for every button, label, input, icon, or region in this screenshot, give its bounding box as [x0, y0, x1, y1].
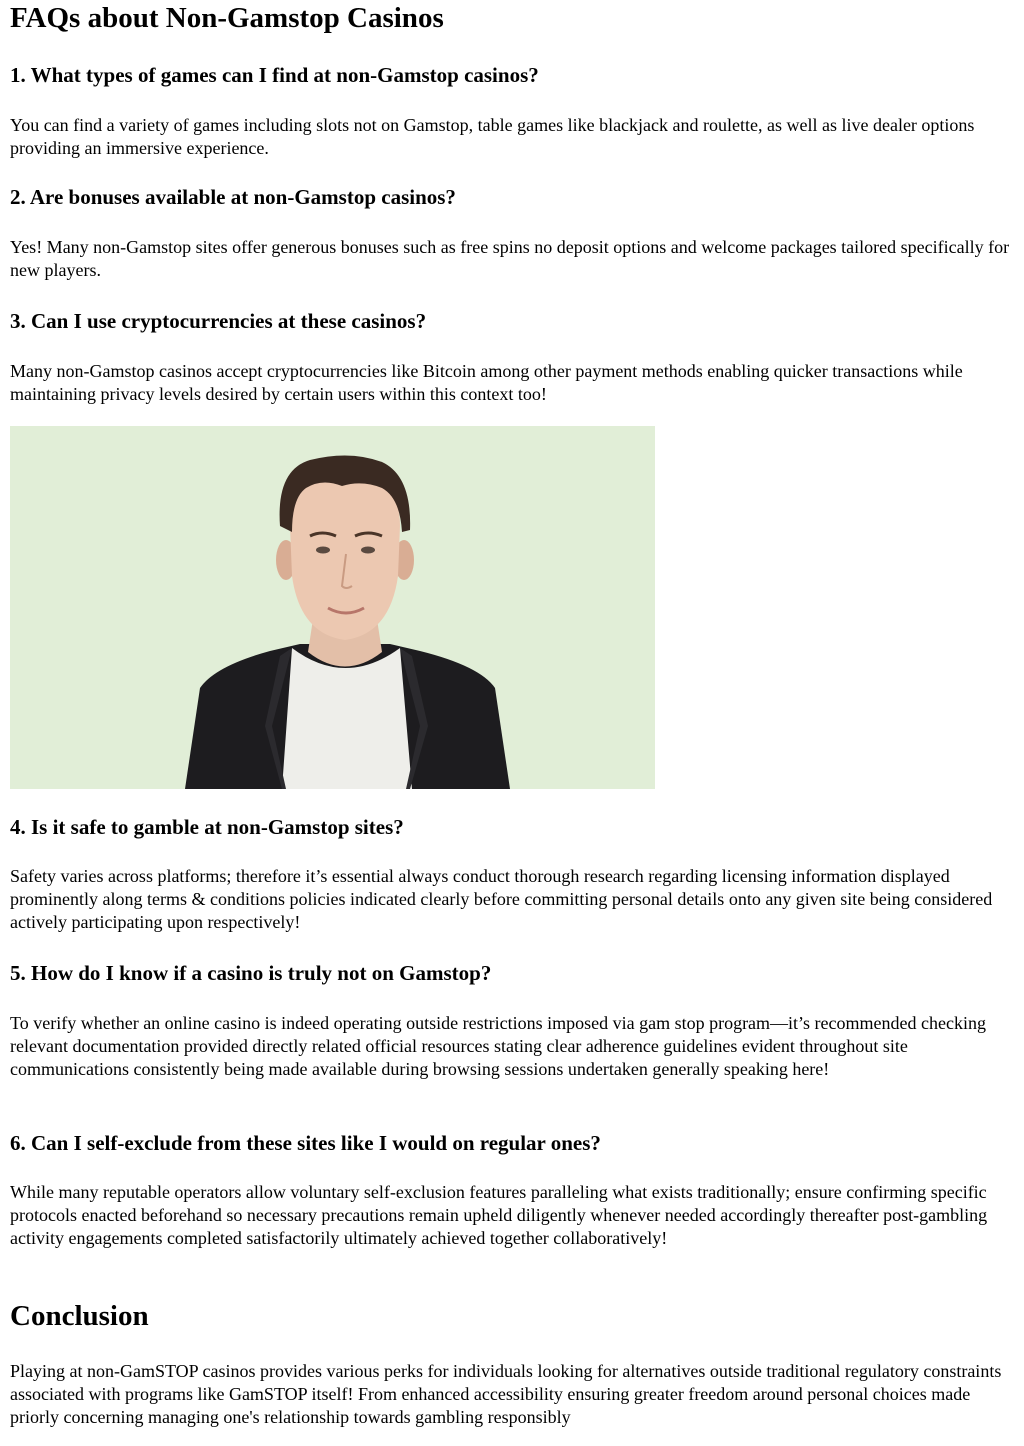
page-title: FAQs about Non-Gamstop Casinos: [10, 2, 444, 34]
faq-question-2: 2. Are bonuses available at non-Gamstop casinos?: [10, 185, 456, 209]
faq-question-5: 5. How do I know if a casino is truly not on Gamstop?: [10, 961, 492, 985]
faq-answer-2: Yes! Many non-Gamstop sites offer generous bonuses such as free spins no deposit options and welcome packages tailored specifically for new players.: [10, 237, 1010, 280]
person-illustration: [10, 426, 655, 789]
faq-question-1: 1. What types of games can I find at non-Gamstop casinos?: [10, 63, 539, 87]
faq-answer-1: You can find a variety of games including slots not on Gamstop, table games like blackjack and roulette, as well as live dealer options providing an immersive experience.: [10, 115, 975, 158]
faq-answer-3: Many non-Gamstop casinos accept cryptocurrencies like Bitcoin among other payment methods enabling quicker transactions while maintaining privacy levels desired by certain users within this context too!: [10, 361, 963, 404]
faq-question-3: 3. Can I use cryptocurrencies at these casinos?: [10, 309, 427, 333]
conclusion-text: Playing at non-GamSTOP casinos provides various perks for individuals looking for alternatives outside traditional regulatory constraints associated with programs like GamSTOP itself! From enhanced accessibility ensuring greater freedom around personal choices made priorly concerning managing one's relationship towards gambling responsibly: [10, 1361, 1002, 1427]
conclusion-title: Conclusion: [10, 1300, 149, 1332]
person-photo: [10, 426, 655, 789]
faq-answer-4: Safety varies across platforms; therefore it’s essential always conduct thorough research regarding licensing information displayed prominently along terms & conditions policies indicated clearly before committing personal details onto any given site being considered actively participating upon respectively!: [10, 866, 993, 932]
faq-answer-5: To verify whether an online casino is indeed operating outside restrictions imposed via gam stop program—it’s recommended checking relevant documentation provided directly related official resources stating clear adherence guidelines evident throughout site communications consistently being made available during browsing sessions undertaken generally speaking here!: [10, 1013, 986, 1079]
faq-question-4: 4. Is it safe to gamble at non-Gamstop sites?: [10, 815, 404, 839]
faq-question-6: 6. Can I self-exclude from these sites like I would on regular ones?: [10, 1131, 601, 1155]
faq-answer-6: While many reputable operators allow voluntary self-exclusion features paralleling what exists traditionally; ensure confirming specific protocols enacted beforehand so necessary precautions remain upheld diligently whenever needed accordingly thereafter post-gambling activity engagements completed satisfactorily ultimately achieved together collaboratively!: [10, 1182, 988, 1248]
